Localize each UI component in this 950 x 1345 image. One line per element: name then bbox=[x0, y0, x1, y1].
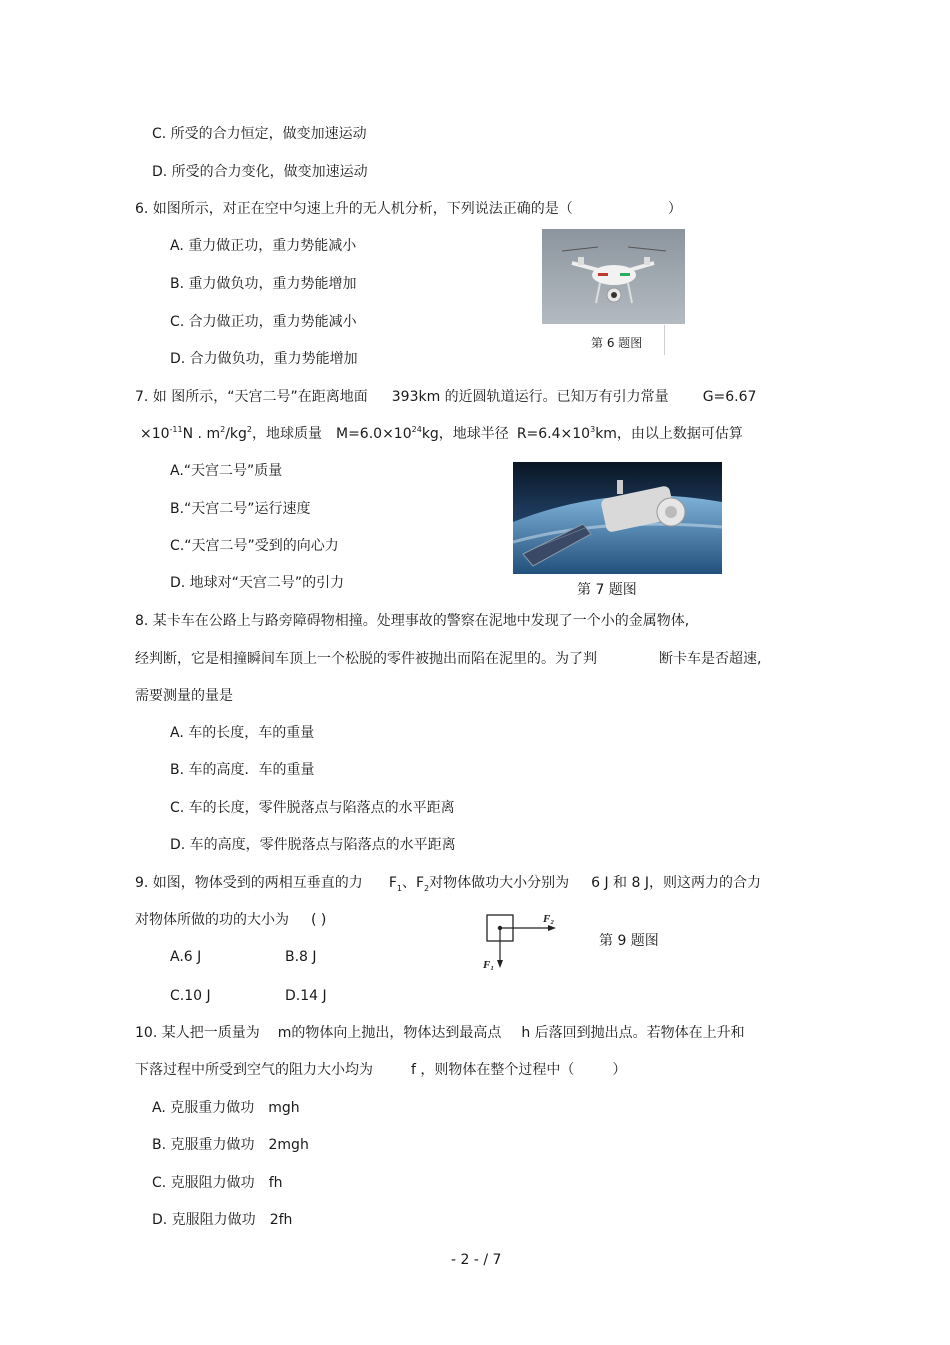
q9-figure-caption: 第 9 题图 bbox=[599, 933, 659, 949]
q9-line2: 对物体所做的功的大小为 ( ) bbox=[135, 912, 327, 928]
q6-stem: 6. 如图所示，对正在空中匀速上升的无人机分析，下列说法正确的是（ ） bbox=[135, 201, 682, 217]
q8-line1: 8. 某卡车在公路上与路旁障碍物相撞。处理事故的警察在泥地中发现了一个小的金属物体, bbox=[135, 613, 690, 629]
q10-option-c: C. 克服阻力做功 fh bbox=[152, 1175, 283, 1191]
q7-figure-caption: 第 7 题图 bbox=[577, 582, 637, 598]
q9-option-b: B.8 J bbox=[285, 949, 317, 965]
q7-option-a: A.“天宫二号”质量 bbox=[170, 463, 283, 479]
q6-figure-caption: 第 6 题图 bbox=[591, 336, 643, 350]
q9-line1: 9. 如图，物体受到的两相互垂直的力 $F_1$、$F_2$对物体做功大小分别为 6 J 和 8 J，则这两力的合力 bbox=[135, 875, 761, 893]
q6-option-d: D. 合力做负功，重力势能增加 bbox=[170, 351, 358, 367]
q6-option-c: C. 合力做正功，重力势能减小 bbox=[170, 314, 357, 330]
q10-option-a: A. 克服重力做功 mgh bbox=[152, 1100, 300, 1116]
q5-option-c: C. 所受的合力恒定，做变加速运动 bbox=[152, 126, 367, 142]
q5-option-d: D. 所受的合力变化，做变加速运动 bbox=[152, 164, 368, 180]
q8-line3: 需要测量的量是 bbox=[135, 688, 233, 704]
f1-arrowhead bbox=[497, 960, 503, 968]
q9-option-a: A.6 J bbox=[170, 949, 202, 965]
q8-line2: 经判断，它是相撞瞬间车顶上一个松脱的零件被抛出而陷在泥里的。为了判 断卡车是否超速, bbox=[135, 651, 762, 667]
space-station-photo bbox=[513, 462, 722, 574]
q10-option-b: B. 克服重力做功 2mgh bbox=[152, 1137, 309, 1153]
q9-option-d: D.14 J bbox=[285, 988, 327, 1004]
q7-option-b: B.“天宫二号”运行速度 bbox=[170, 501, 311, 517]
q8-option-d: D. 车的高度，零件脱落点与陷落点的水平距离 bbox=[170, 837, 456, 853]
q7-line1: 7. 如 图所示，“天宫二号”在距离地面 393km 的近圆轨道运行。已知万有引力常量 G=6.67 bbox=[135, 389, 757, 405]
q7-option-c: C.“天宫二号”受到的向心力 bbox=[170, 538, 339, 554]
f1-label: F₁ bbox=[483, 959, 495, 971]
q10-line2: 下落过程中所受到空气的阻力大小均为 f ，则物体在整个过程中（ ） bbox=[135, 1062, 627, 1078]
q8-option-a: A. 车的长度，车的重量 bbox=[170, 725, 315, 741]
force-diagram bbox=[480, 908, 560, 972]
q9-option-c: C.10 J bbox=[170, 988, 211, 1004]
drone-photo bbox=[542, 229, 685, 324]
q8-option-c: C. 车的长度，零件脱落点与陷落点的水平距离 bbox=[170, 800, 455, 816]
q7-option-d: D. 地球对“天宫二号”的引力 bbox=[170, 575, 345, 591]
q6-option-b: B. 重力做负功，重力势能增加 bbox=[170, 276, 357, 292]
caption-divider bbox=[664, 325, 665, 355]
q10-option-d: D. 克服阻力做功 2fh bbox=[152, 1212, 293, 1228]
page-number: - 2 - / 7 bbox=[451, 1252, 502, 1268]
f2-label: F₂ bbox=[543, 913, 555, 925]
q6-option-a: A. 重力做正功，重力势能减小 bbox=[170, 238, 357, 254]
f2-arrowhead bbox=[548, 925, 556, 931]
q8-option-b: B. 车的高度．车的重量 bbox=[170, 762, 315, 778]
q10-line1: 10. 某人把一质量为 m的物体向上抛出，物体达到最高点 h 后落回到抛出点。若物体在上升和 bbox=[135, 1025, 745, 1041]
q7-line2: $\times 10^{-11}N$ . $m^2/kg^2$，地球质量 $M=6.0\times 10^{24}kg$，地球半径 $R=6.4\times 10^3km$，由以上数据可估算 bbox=[140, 425, 743, 442]
